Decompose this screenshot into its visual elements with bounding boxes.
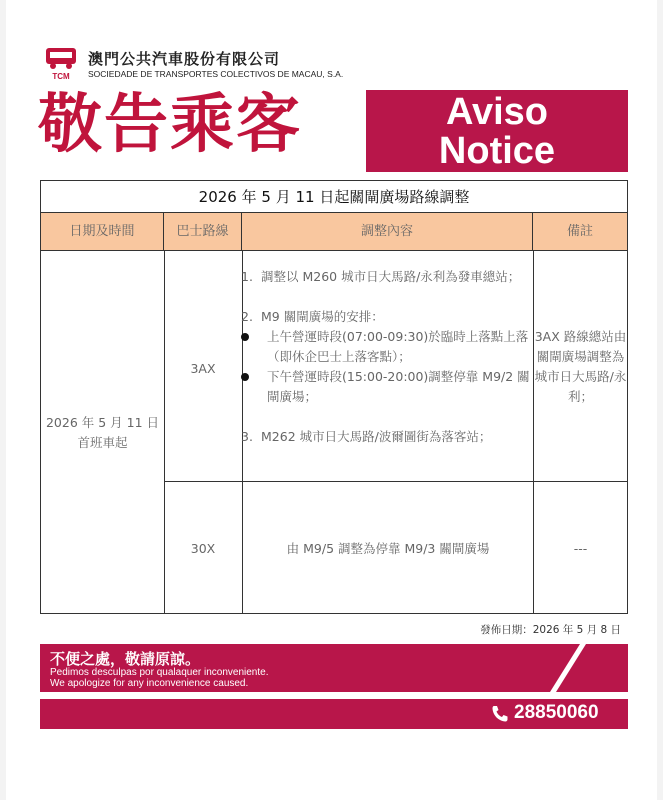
bullet-icon [241, 333, 249, 341]
publish-date: 發佈日期：2026 年 5 月 8 日 [480, 624, 621, 636]
apology-cn: 不便之處，敬請原諒。 [50, 650, 201, 668]
notice-title-pt: Aviso [445, 91, 549, 133]
header-content: 調整內容 [242, 213, 533, 251]
remark-3ax: 3AX 路線總站由關閘廣場調整為城市日大馬路/永利； [534, 329, 627, 404]
table-title: 2026 年 5 月 11 日起關閘廣場路線調整 [41, 181, 627, 213]
list-subitem: 上午營運時段(07:00-09:30)於臨時上落點上落（即休企巴士上落客點）； [241, 327, 531, 367]
apology-en: We apologize for any inconvenience caused. [50, 678, 249, 689]
header-remark: 備註 [566, 224, 593, 239]
phone-icon [490, 704, 510, 724]
content-30x: 由 M9/5 調整為停靠 M9/3 關閘廣場 [286, 541, 490, 556]
list-subitem: 下午營運時段(15:00-20:00)調整停靠 M9/2 關閘廣場； [241, 367, 531, 407]
notice-page [6, 0, 657, 800]
route-30x: 30X [190, 541, 216, 556]
notice-title-box [366, 90, 628, 172]
apology-pt: Pedimos desculpas por qualaquer inconveniente. [50, 667, 269, 678]
list-item: 3. M262 城市日大馬路/波爾圖街為落客站； [241, 429, 492, 444]
company-name-cn: 澳門公共汽車股份有限公司 [88, 50, 281, 68]
remark-30x: --- [573, 541, 588, 556]
header-route: 巴士路線 [164, 213, 242, 251]
content-3ax [241, 267, 531, 447]
list-item: 1. 調整以 M260 城市日大馬路/永利為發車總站； [241, 269, 521, 284]
apology-band [40, 644, 628, 692]
tcm-logo [40, 46, 82, 82]
bullet-icon [241, 373, 249, 381]
row-divider [164, 481, 627, 482]
adjustment-table [40, 180, 628, 614]
company-name-pt: SOCIEDADE DE TRANSPORTES COLECTIVOS DE MACAU, S.A. [88, 69, 344, 79]
header-date: 日期及時間 [41, 213, 164, 251]
notice-title-cn: 敬告乘客 [38, 88, 302, 162]
phone-number: 28850060 [514, 702, 599, 723]
svg-text:TCM: TCM [52, 72, 70, 81]
list-item: 2. M9 關閘廣場的安排： [241, 309, 384, 324]
table-header-row [41, 213, 627, 251]
date-cell: 2026 年 5 月 11 日首班車起 [45, 415, 160, 450]
phone-bar [40, 699, 628, 729]
notice-title-en: Notice [438, 130, 556, 172]
route-3ax: 3AX [190, 361, 216, 376]
